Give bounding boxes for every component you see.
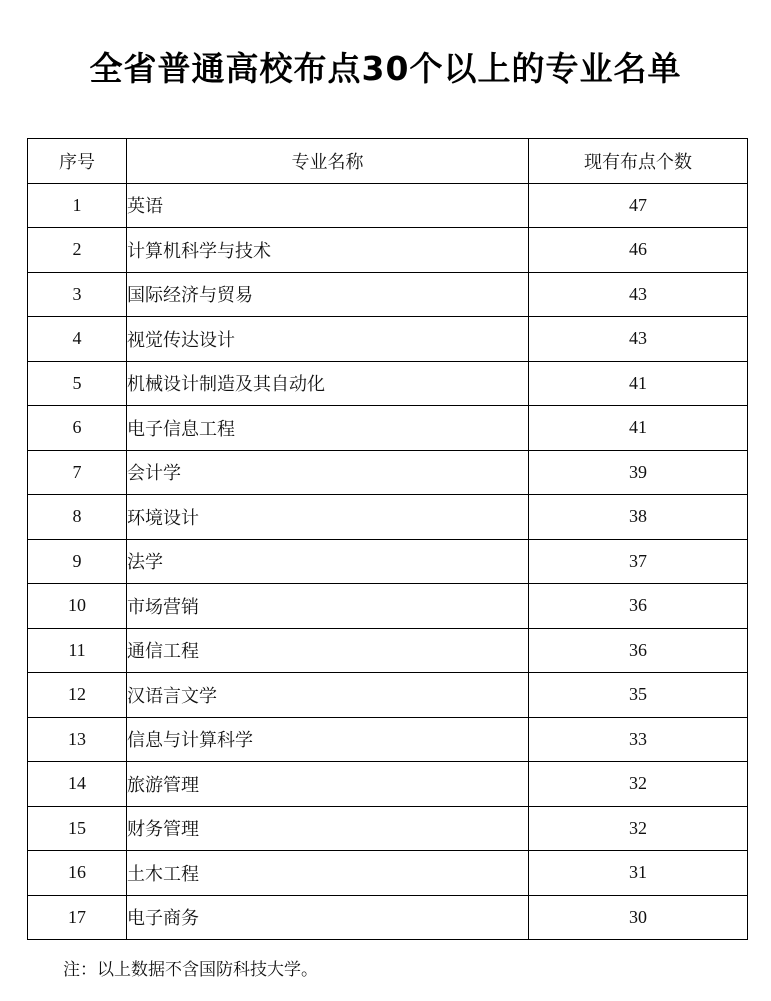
row-major-name: 环境设计: [127, 495, 529, 540]
table-row: [28, 851, 748, 896]
row-index: 2: [28, 228, 127, 273]
row-index: 17: [28, 895, 127, 940]
table-row: [28, 272, 748, 317]
row-index: 6: [28, 406, 127, 451]
row-index: 12: [28, 673, 127, 718]
table-row: [28, 406, 748, 451]
table-header: [28, 139, 748, 184]
row-count: 36: [529, 584, 748, 629]
footnote: 注：以上数据不含国防科技大学。: [63, 960, 318, 980]
row-count: 43: [529, 272, 748, 317]
row-index: 4: [28, 317, 127, 362]
majors-table: [27, 138, 748, 940]
table-row: [28, 228, 748, 273]
row-index: 8: [28, 495, 127, 540]
table-row: [28, 717, 748, 762]
table-row: [28, 317, 748, 362]
table-row: [28, 895, 748, 940]
row-major-name: 视觉传达设计: [127, 317, 529, 362]
row-count: 46: [529, 228, 748, 273]
row-index: 1: [28, 183, 127, 228]
row-count: 38: [529, 495, 748, 540]
row-index: 3: [28, 272, 127, 317]
row-count: 32: [529, 806, 748, 851]
row-count: 31: [529, 851, 748, 896]
table-row: [28, 450, 748, 495]
row-count: 32: [529, 762, 748, 807]
row-index: 10: [28, 584, 127, 629]
row-major-name: 汉语言文学: [127, 673, 529, 718]
row-index: 7: [28, 450, 127, 495]
row-major-name: 信息与计算科学: [127, 717, 529, 762]
row-major-name: 法学: [127, 539, 529, 584]
table-row: [28, 762, 748, 807]
page-title: 全省普通高校布点30个以上的专业名单: [89, 49, 682, 89]
header-row: [28, 139, 748, 184]
row-major-name: 通信工程: [127, 628, 529, 673]
row-index: 5: [28, 361, 127, 406]
row-index: 16: [28, 851, 127, 896]
table-row: [28, 584, 748, 629]
row-count: 36: [529, 628, 748, 673]
row-major-name: 电子信息工程: [127, 406, 529, 451]
row-major-name: 国际经济与贸易: [127, 272, 529, 317]
row-count: 35: [529, 673, 748, 718]
row-count: 41: [529, 361, 748, 406]
row-index: 11: [28, 628, 127, 673]
header-major-name: 专业名称: [127, 139, 529, 184]
row-count: 33: [529, 717, 748, 762]
table-row: [28, 539, 748, 584]
row-major-name: 财务管理: [127, 806, 529, 851]
row-index: 13: [28, 717, 127, 762]
table-row: [28, 183, 748, 228]
row-major-name: 旅游管理: [127, 762, 529, 807]
header-index: 序号: [28, 139, 127, 184]
row-index: 15: [28, 806, 127, 851]
table-row: [28, 628, 748, 673]
row-major-name: 英语: [127, 183, 529, 228]
row-major-name: 电子商务: [127, 895, 529, 940]
table-row: [28, 361, 748, 406]
row-count: 39: [529, 450, 748, 495]
row-count: 30: [529, 895, 748, 940]
row-count: 37: [529, 539, 748, 584]
row-major-name: 会计学: [127, 450, 529, 495]
row-major-name: 机械设计制造及其自动化: [127, 361, 529, 406]
row-count: 41: [529, 406, 748, 451]
header-count: 现有布点个数: [529, 139, 748, 184]
row-major-name: 市场营销: [127, 584, 529, 629]
table-row: [28, 806, 748, 851]
table-body: [28, 183, 748, 940]
row-major-name: 土木工程: [127, 851, 529, 896]
row-count: 47: [529, 183, 748, 228]
row-index: 14: [28, 762, 127, 807]
row-count: 43: [529, 317, 748, 362]
row-major-name: 计算机科学与技术: [127, 228, 529, 273]
row-index: 9: [28, 539, 127, 584]
table-row: [28, 673, 748, 718]
table-row: [28, 495, 748, 540]
